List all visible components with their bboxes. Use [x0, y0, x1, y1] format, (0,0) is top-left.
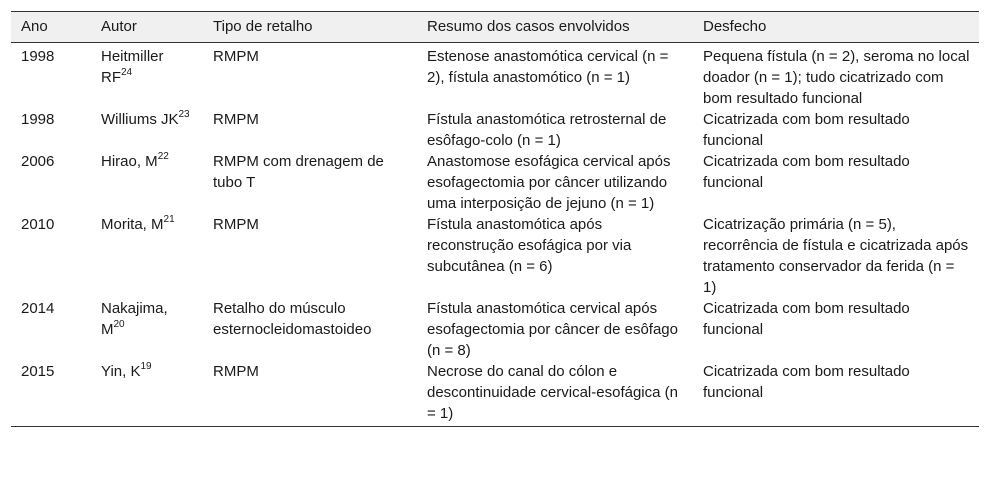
cell-resumo: Fístula anastomótica após reconstrução esofágica por via subcutânea (n = 6): [427, 216, 632, 275]
reference-number: 20: [113, 319, 125, 330]
cell-desfecho: Pequena fístula (n = 2), seroma no local doador (n = 1); tudo cicatrizado com bom resultado funcional: [703, 48, 970, 107]
table-row: [11, 109, 979, 151]
cell-ano: 2010: [21, 216, 55, 233]
cell-autor: [91, 109, 203, 151]
cell-resumo: Estenose anastomótica cervical (n = 2), fístula anastomótico (n = 1): [427, 48, 669, 86]
header-resumo: Resumo dos casos envolvidos: [417, 12, 693, 43]
reference-number: 22: [157, 151, 169, 162]
cell-autor: [91, 151, 203, 214]
cell-autor: [91, 298, 203, 361]
cell-ano: 2014: [21, 300, 55, 317]
cell-desfecho: Cicatrizada com bom resultado funcional: [703, 300, 910, 338]
table-header-row: [11, 12, 979, 43]
autor-name: Nakajima, M: [101, 300, 168, 338]
cell-ano: 2006: [21, 153, 55, 170]
autor-name: Yin, K: [101, 363, 141, 380]
cell-desfecho: Cicatrização primária (n = 5), recorrência de fístula e cicatrizada após tratamento conservador da ferida (n = 1): [703, 216, 969, 296]
reference-number: 24: [121, 67, 133, 78]
cell-ano: 2015: [11, 361, 91, 427]
autor-name: Hirao, M: [101, 153, 158, 170]
header-autor: Autor: [91, 12, 203, 43]
cell-autor: [91, 361, 203, 427]
header-desfecho: Desfecho: [693, 12, 979, 43]
cell-resumo: Fístula anastomótica retrosternal de esôfago-colo (n = 1): [427, 111, 667, 149]
table-row: [11, 151, 979, 214]
autor-name: Heitmiller RF: [101, 48, 164, 86]
reference-number: 21: [163, 214, 175, 225]
table-row: [11, 298, 979, 361]
case-table-container: [11, 11, 979, 427]
cell-ano: 1998: [21, 111, 55, 128]
cell-desfecho: Cicatrizada com bom resultado funcional: [703, 153, 910, 191]
header-ano: Ano: [11, 12, 91, 43]
autor-name: Morita, M: [101, 216, 164, 233]
cell-tipo: RMPM com drenagem de tubo T: [213, 153, 384, 191]
cell-desfecho: Cicatrizada com bom resultado funcional: [693, 361, 979, 427]
table-row: [11, 214, 979, 298]
cell-tipo: RMPM: [203, 361, 417, 427]
table-row: [11, 361, 979, 427]
cell-tipo: RMPM: [213, 216, 259, 233]
cell-tipo: Retalho do músculo esternocleidomastoideo: [213, 300, 372, 338]
cell-autor: [91, 43, 203, 110]
reference-number: 23: [178, 109, 190, 120]
autor-name: Williums JK: [101, 111, 179, 128]
reference-number: 19: [140, 361, 152, 372]
cell-tipo: RMPM: [213, 111, 259, 128]
cell-tipo: RMPM: [213, 48, 259, 65]
cell-autor: [91, 214, 203, 298]
table-row: [11, 43, 979, 110]
cell-resumo: Necrose do canal do cólon e descontinuidade cervical-esofágica (n = 1): [417, 361, 693, 427]
cell-ano: 1998: [21, 48, 55, 65]
header-tipo-de-retalho: Tipo de retalho: [203, 12, 417, 43]
case-table: [11, 11, 979, 427]
cell-desfecho: Cicatrizada com bom resultado funcional: [703, 111, 910, 149]
cell-resumo: Anastomose esofágica cervical após esofagectomia por câncer utilizando uma interposição de jejuno (n = 1): [427, 153, 671, 212]
cell-resumo: Fístula anastomótica cervical após esofagectomia por câncer de esôfago (n = 8): [427, 300, 678, 359]
